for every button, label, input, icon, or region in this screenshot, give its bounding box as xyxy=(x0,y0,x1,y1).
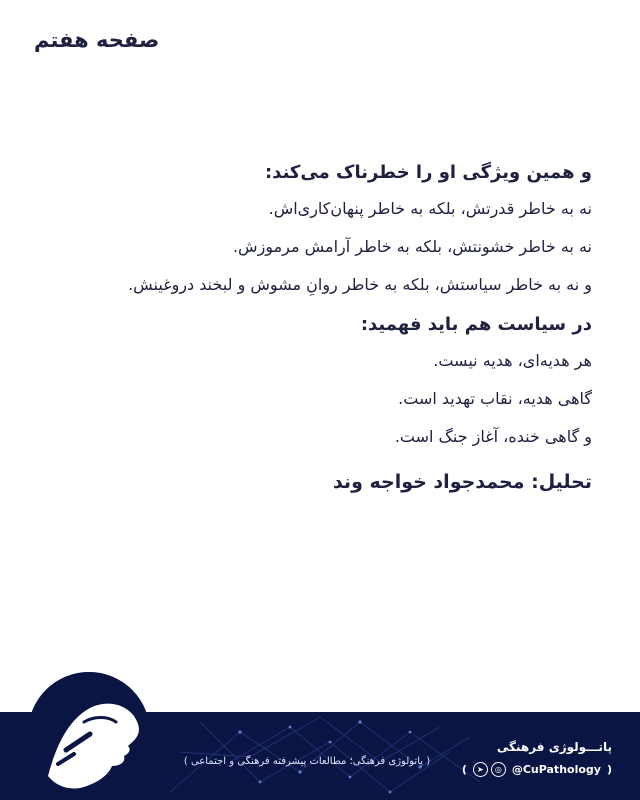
page-title: صفحه هفتم xyxy=(34,28,160,52)
paragraph-line: نه به خاطر قدرتش، بلکه به خاطر پنهان‌کاری‌اش. xyxy=(268,199,592,218)
brand-name: پاتـــولوژی فرهنگی xyxy=(496,740,612,754)
paragraph-line: و گاهی خنده، آغاز جنگ است. xyxy=(394,427,592,446)
social-handle: @CuPathology xyxy=(511,763,601,776)
section-heading-1: و همین ویژگی او را خطرناک می‌کند: xyxy=(264,162,592,183)
footer-subtitle: ( پاتولوژی فرهنگی؛ مطالعات پیشرفته فرهنگی و اجتماعی ) xyxy=(183,756,431,767)
article-body xyxy=(32,156,592,502)
telegram-icon: ➤ xyxy=(473,762,488,777)
paragraph-line: و نه به خاطر سیاستش، بلکه به خاطر روانِ مشوش و لبخند دروغینش. xyxy=(128,275,592,294)
paragraph-line: هر هدیه‌ای، هدیه نیست. xyxy=(433,351,592,370)
author-credit: تحلیل: محمدجواد خواجه وند xyxy=(332,471,592,493)
social-icons xyxy=(473,762,506,777)
profile-head-icon xyxy=(28,672,150,794)
instagram-icon: ◎ xyxy=(491,762,506,777)
social-handle-row xyxy=(462,762,612,777)
paragraph-line: نه به خاطر خشونتش، بلکه به خاطر آرامش مرموزش. xyxy=(232,237,592,256)
handle-close-paren: ) xyxy=(606,763,612,776)
paragraph-line: گاهی هدیه، نقاب تهدید است. xyxy=(398,389,592,408)
logo xyxy=(28,672,150,794)
section-heading-2: در سیاست هم باید فهمید: xyxy=(360,314,592,335)
handle-open-paren: ( xyxy=(461,763,467,776)
